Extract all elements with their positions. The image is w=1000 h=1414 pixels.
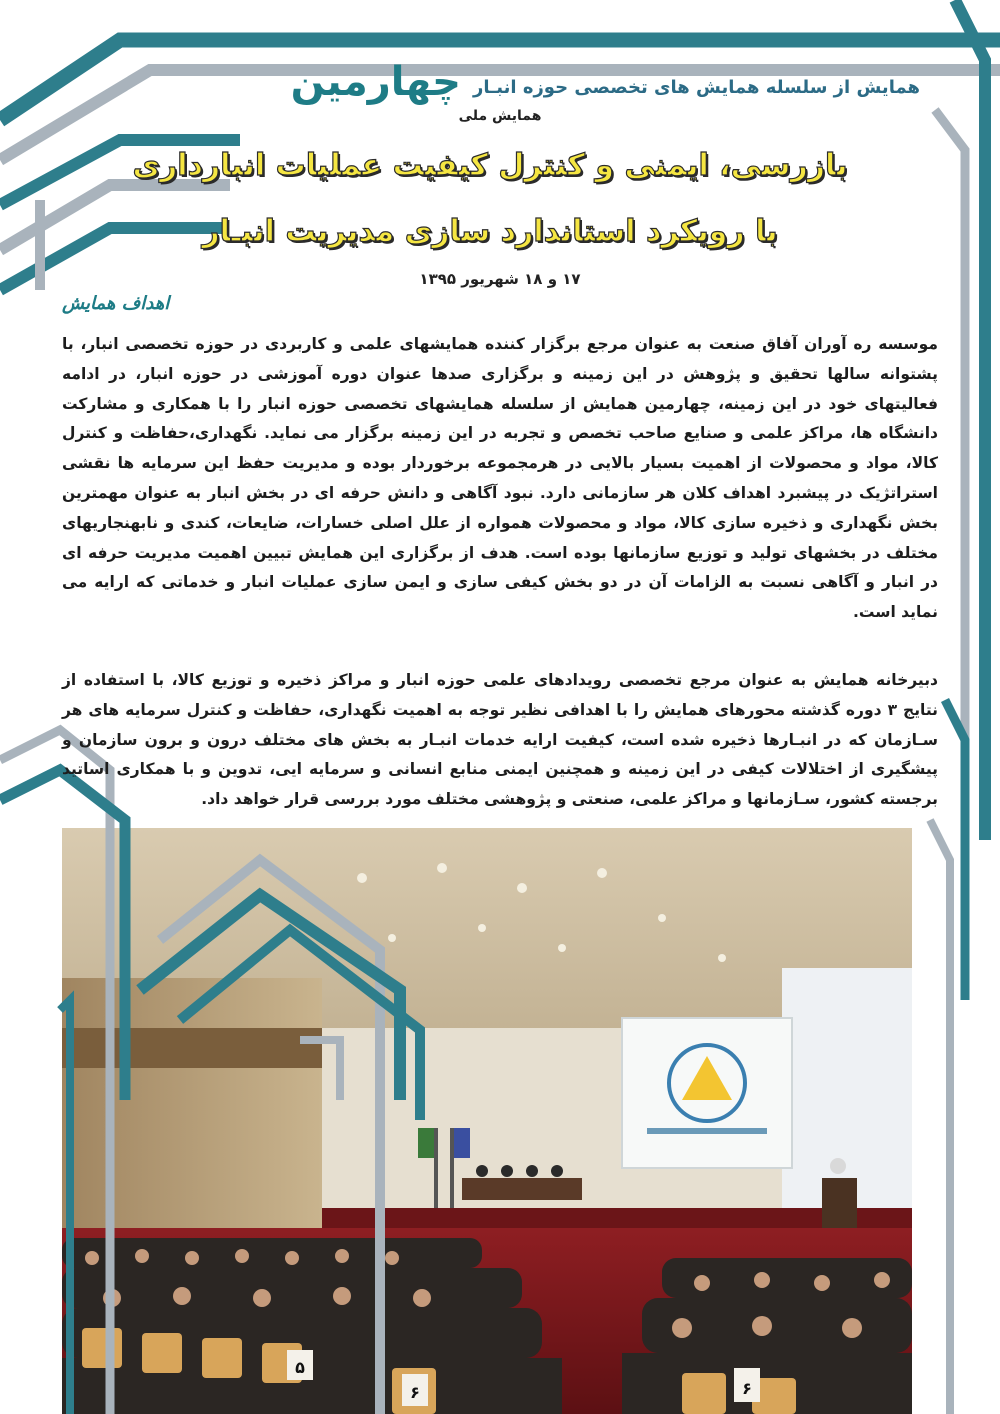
frame-line-right-teal xyxy=(955,0,985,840)
conference-date: ۱۷ و ۱۸ شهریور ۱۳۹۵ xyxy=(419,270,581,288)
conference-hall-photo xyxy=(62,828,912,1414)
main-title-line-1: بازرسی، ایمنی و کنترل کیفیت عملیات انبارداری xyxy=(132,148,848,183)
series-subtitle: همایش از سلسله همایش های تخصصی حوزه انبـار xyxy=(473,77,920,98)
photo-side-wall xyxy=(62,978,322,1238)
body-paragraph-1: موسسه ره آوران آفاق صنعت به عنوان مرجع برگزار کننده همایشهای علمی و کاربردی در حوزه تخصصی انبار، با پشتوانه سالها تحقیق و پژوهش در این زمینه و برگزاری صدها عنوان دوره آموزشی در حوزه انبار، در ادامه فعالیتهای خود در این زمینه، چهارمین همایش از سلسله همایشهای تخصصی حوزه انبار را با همکاری و مشارکت دانشگاه ها، مراکز علمی و صنایع صاحب تخصص و تجربه در این زمینه برگزار می نماید. نگهداری،حفاظت و کنترل کالا، مواد و محصولات از اهمیت بسیار بالایی در هرمجموعه برخوردار بوده و مدیریت حفظ این سرمایه ها نقشی استراتژیک در پیشبرد اهداف کلان هر سازمانی دارد. نبود آگاهی و دانش حرفه ای در بخش انبار به عنوان مهمترین بخش نگهداری و ذخیره سازی کالا، مواد و محصولات همواره از علل اصلی خسارات، ضایعات، کندی و نابهنجاریهای مختلف در بخشهای تولید و توزیع سازمانها بوده است. هدف از برگزاری این همایش تبیین اهمیت مدیریت حرفه ای در انبار و آگاهی نسبت به الزامات آن در دو بخش کیفی سازی و ایمن سازی عملیات انبار و خدماتی که ارایه می نماید است. xyxy=(62,335,938,622)
fourth-word: چهارمین xyxy=(290,59,461,105)
photo-balcony xyxy=(62,1028,322,1068)
speaker xyxy=(830,1158,846,1174)
frame-line-right-gray xyxy=(935,110,965,780)
main-title-line-2: با رویکرد استاندارد سازی مدیریت انبـار xyxy=(202,214,778,249)
body-paragraph-2: دبیرخانه همایش به عنوان مرجع تخصصی رویدادهای علمی حوزه انبار و مراکز ذخیره و توزیع کالا، با استفاده از نتایج ۳ دوره گذشته محورهای همایش را با اهدافی نظیر توجه به اهمیت نگهداری، حفاظت و کنترل سرمایه های هر سـازمان که در انبـارها ذخیره شده است، کیفیت ارایه خدمات انبـار به بخش های مختلف درون و برون سازمان و پیشگیری از اختلالات کیفی در این زمینه و همچنین ایمنی منابع انسانی و سرمایه ایی، تدوین و با همکاری اساتید برجسته کشور، سـازمانها و مراکز علمی، صنعتی و پژوهشی مختلف مورد بررسی قرار خواهد داد. xyxy=(62,671,938,809)
frame-line-right-teal-2 xyxy=(945,700,965,1000)
row-tag-text-3: ۶ xyxy=(742,1379,752,1398)
section-heading-goals: اهداف همایش xyxy=(62,293,170,314)
row-tag-text-2: ۶ xyxy=(410,1383,420,1402)
national-conference-label: همایش ملی xyxy=(458,108,542,124)
frame-line-right-gray-2 xyxy=(930,820,950,1414)
header-series-line xyxy=(290,59,920,105)
row-tag-text-1: ۵ xyxy=(295,1358,305,1377)
panel-table xyxy=(462,1178,582,1200)
